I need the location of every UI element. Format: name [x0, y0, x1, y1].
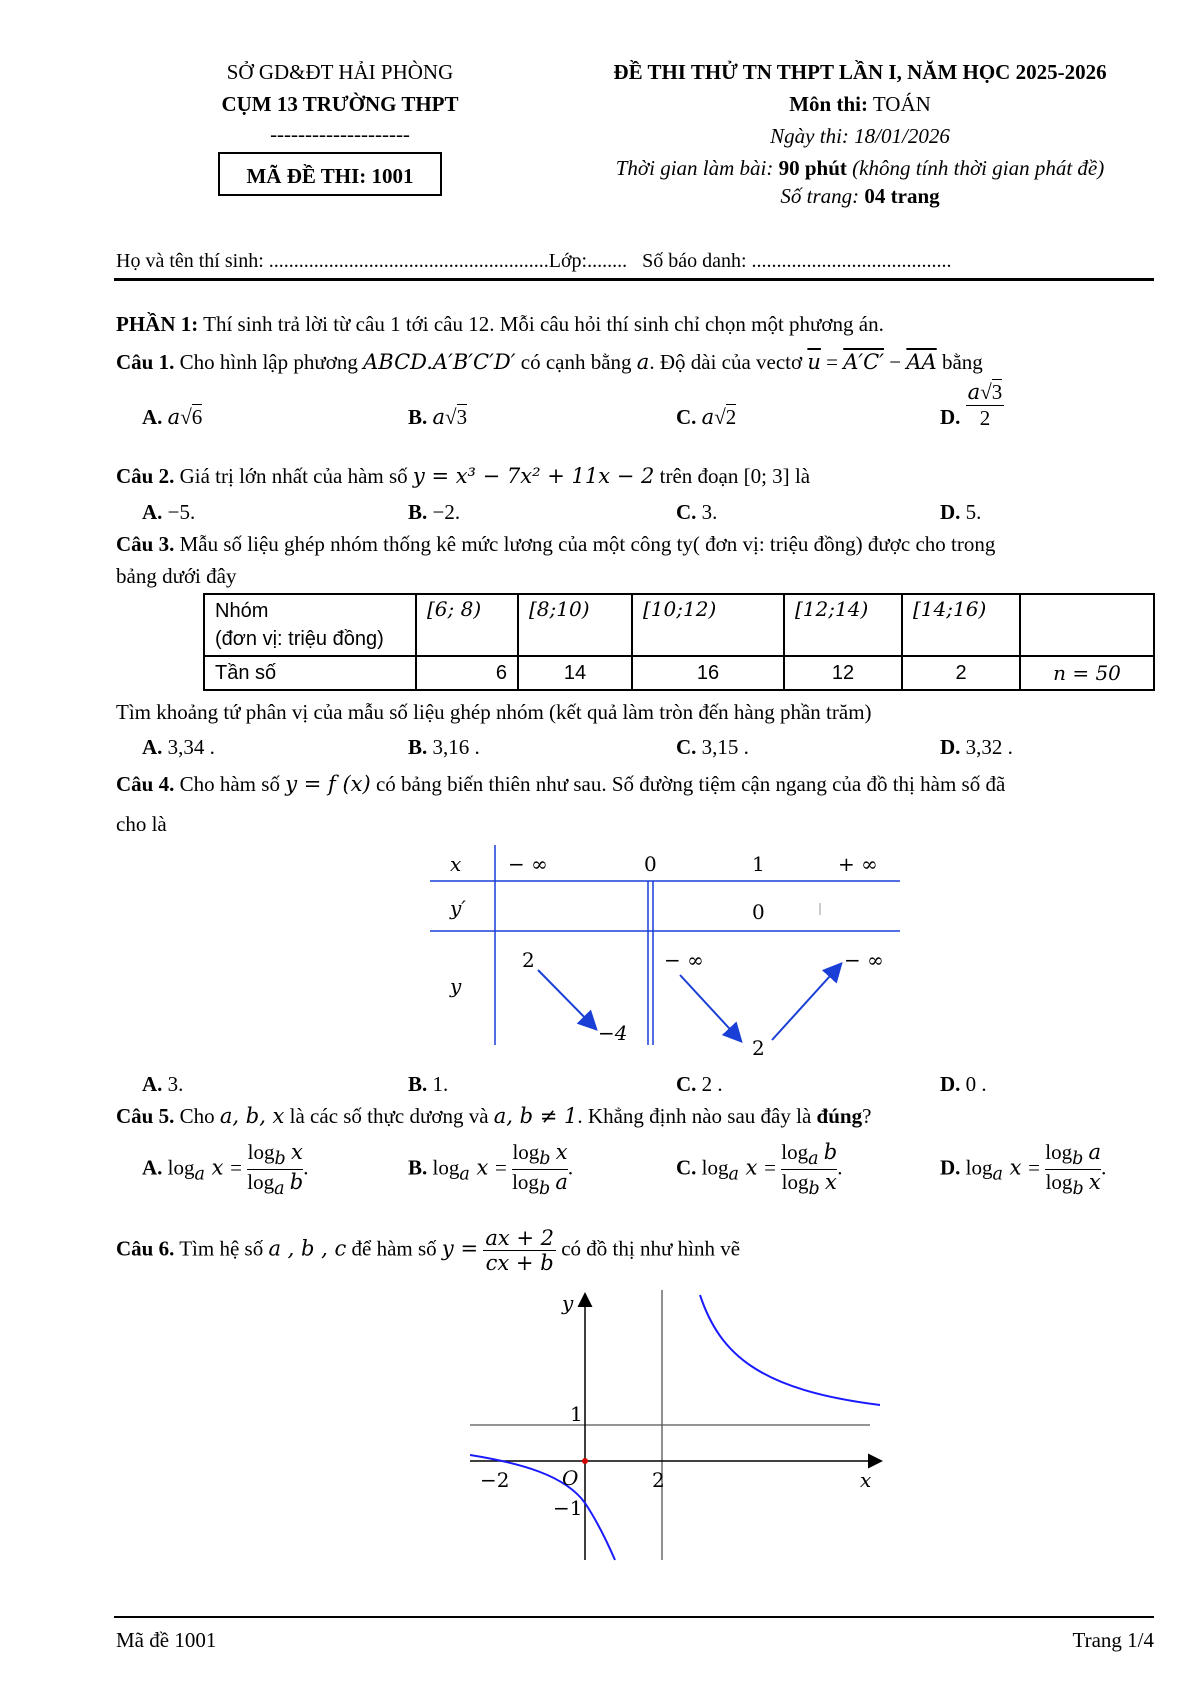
pages-line — [540, 184, 1180, 209]
time-label: Thời gian làm bài: — [615, 156, 774, 180]
header-rule — [114, 278, 1154, 281]
opt-letter: C. — [676, 1072, 697, 1096]
log-arg: a — [1088, 1140, 1102, 1164]
fraction-den: 2 — [979, 405, 991, 430]
vt-arrow-down — [680, 975, 740, 1040]
q2-option-d[interactable] — [940, 500, 981, 525]
opt-value: 3,15 . — [701, 735, 749, 759]
log-base: b — [1072, 1179, 1084, 1200]
log-base: b — [808, 1179, 820, 1200]
tick-minus-2: −2 — [480, 1468, 510, 1492]
log: log — [512, 1170, 539, 1195]
q4-function: y = f (x) — [285, 772, 371, 796]
opt-letter: B. — [408, 735, 428, 759]
q5-cond: a, b ≠ 1 — [493, 1104, 578, 1128]
dept-name: SỞ GD&ĐT HẢI PHÒNG — [226, 60, 454, 84]
origin-point — [582, 1458, 588, 1464]
fraction — [781, 1140, 837, 1199]
opt-letter: A. — [142, 500, 163, 524]
q6-text3: có đồ thị như hình vẽ — [561, 1236, 741, 1261]
q4-option-a[interactable] — [142, 1072, 183, 1097]
q6-func-lhs: y = — [441, 1236, 479, 1261]
opt-letter: A. — [142, 1072, 163, 1096]
table-row — [204, 656, 1154, 690]
opt-value: 5. — [965, 500, 982, 524]
fraction — [512, 1140, 568, 1199]
log-arg: x — [824, 1170, 837, 1195]
sqrt-sign: √ — [180, 405, 192, 429]
log-arg: x — [555, 1140, 568, 1164]
exam-title: ĐỀ THI THỬ TN THPT LẦN I, NĂM HỌC 2025-2026 — [613, 60, 1107, 84]
table-cell: 12 — [784, 656, 902, 690]
log: log — [1045, 1170, 1073, 1195]
table-cell — [416, 594, 518, 656]
q1-text-d: bằng — [941, 350, 983, 374]
q1-stem: Câu 1. Cho hình lập phương ABCD.A′B′C′D′ có cạnh bằng a. Độ dài của vectơ $\overline{u} = A'C' - \overline{AA}$ bằng — [116, 350, 983, 374]
q5-option-d[interactable]: D. $\log_a x$ = $\frac{\log_b a}{\log_b x}$ . — [940, 1140, 1107, 1200]
log-base: b — [274, 1149, 286, 1170]
vt-x-neg-inf: − ∞ — [508, 852, 548, 876]
frequency-table — [203, 593, 1155, 691]
q5-text2: là các số thực dương và — [289, 1104, 489, 1128]
vt-yp-label: y′ — [450, 896, 466, 920]
group-value: [10;12) — [643, 597, 717, 621]
q4-text1: Cho hàm số — [179, 772, 280, 796]
pages-label: Số trang: — [780, 184, 860, 208]
q3-option-c[interactable] — [676, 735, 749, 760]
q1-cube: ABCD.A′B′C′D′ — [363, 350, 516, 374]
subject-label: Môn thi: — [789, 92, 868, 116]
q2-stem — [116, 464, 810, 489]
subject-line — [540, 92, 1180, 117]
fraction — [966, 380, 1005, 431]
q4-option-c[interactable] — [676, 1072, 723, 1097]
fraction — [483, 1226, 556, 1275]
fraction-den — [781, 1170, 837, 1199]
q2-text-c: là — [794, 464, 811, 488]
opt-radicand: 6 — [191, 405, 203, 429]
candidate-info-line: Họ và tên thí sinh: ........................................................Lớp:........ Số báo danh: ........................................ — [116, 250, 952, 272]
q1-text-c: . Độ dài của vectơ — [649, 350, 803, 374]
fraction-num: ax + 2 — [485, 1226, 554, 1250]
opt-value: 0 . — [965, 1072, 987, 1096]
q5-option-a[interactable]: A. $\log_a x$ = $\frac{\log_b x}{\log_a b}$ . — [142, 1140, 309, 1200]
q2-text-b: trên đoạn — [659, 464, 739, 488]
q5-option-b[interactable]: B. $\log_a x$ = $\frac{\log_b x}{\log_b a}$ . — [408, 1140, 574, 1200]
opt-letter: A. — [142, 405, 163, 429]
opt-letter: C. — [676, 1155, 697, 1180]
group-head-1: Nhóm — [215, 600, 269, 622]
q5-text1: Cho — [179, 1104, 215, 1128]
sqrt-sign: √ — [445, 405, 457, 429]
q5-emph: đúng — [816, 1104, 863, 1128]
vt-arrow-up — [772, 965, 840, 1040]
log-lhs: log — [432, 1155, 460, 1180]
opt-letter: B. — [408, 405, 428, 429]
log-arg: x — [1088, 1170, 1101, 1195]
opt-letter: C. — [676, 735, 697, 759]
q1-text-b: có cạnh bằng — [520, 350, 632, 374]
time-note: (không tính thời gian phát đề) — [852, 156, 1105, 180]
opt-value: 1. — [432, 1072, 449, 1096]
table-cell: 2 — [902, 656, 1020, 690]
q5-text4: ? — [862, 1104, 872, 1128]
vt-y-left-bottom: −4 — [598, 1021, 628, 1045]
vt-y-right-top: − ∞ — [844, 948, 884, 972]
log: log — [512, 1140, 540, 1164]
fraction-den: cx + b — [485, 1251, 554, 1275]
opt-value: 3,34 . — [167, 735, 215, 759]
q4-label: Câu 4. — [116, 772, 175, 796]
fraction-den — [247, 1170, 303, 1199]
q1-text-a: Cho hình lập phương — [179, 350, 358, 374]
q1-option-a[interactable] — [142, 405, 202, 430]
log-lhs: log — [965, 1155, 993, 1180]
q4-text2: có bảng biến thiên như sau. Số đường tiệm cận ngang của đồ thị hàm số đã — [375, 772, 1006, 796]
pages-value: 04 trang — [864, 184, 940, 208]
q4-option-b[interactable] — [408, 1072, 448, 1097]
table-cell: 6 — [416, 656, 518, 690]
opt-letter: B. — [408, 1155, 428, 1180]
vt-arrow-down — [538, 970, 595, 1028]
vt-y-mid-top: − ∞ — [664, 948, 704, 972]
subject-value: TOÁN — [872, 92, 931, 116]
fraction — [1045, 1140, 1101, 1199]
q5-stem — [116, 1104, 871, 1129]
footer-exam-code: Mã đề 1001 — [116, 1628, 217, 1652]
opt-value: 3. — [701, 500, 718, 524]
q6-coefs: a , b , c — [268, 1236, 347, 1261]
group-value: [6; 8) — [427, 597, 482, 621]
x-axis-label: x — [860, 1468, 872, 1492]
opt-value: −2. — [432, 500, 461, 524]
table-cell — [1020, 594, 1154, 656]
table-cell: 14 — [518, 656, 632, 690]
q2-option-b[interactable] — [408, 500, 460, 525]
log-base: b — [1072, 1149, 1084, 1170]
opt-letter: D. — [940, 735, 961, 759]
table-header-cell: Tần số — [204, 656, 416, 690]
log-arg: b — [823, 1140, 838, 1164]
footer-page-number: Trang 1/4 — [1072, 1628, 1154, 1652]
q5-label: Câu 5. — [116, 1104, 175, 1128]
vt-x-label: x — [450, 852, 462, 876]
fraction — [247, 1140, 303, 1199]
q2-text: Giá trị lớn nhất của hàm số — [179, 464, 408, 488]
fraction-num — [781, 1140, 837, 1170]
table-header-cell — [204, 594, 416, 656]
vt-x-zero: 0 — [644, 852, 657, 876]
vt-y-min: 2 — [752, 1036, 765, 1060]
opt-letter: D. — [940, 500, 961, 524]
opt-letter: A. — [142, 1155, 163, 1180]
opt-coef: a — [432, 405, 446, 429]
opt-letter: C. — [676, 500, 697, 524]
exam-date: Ngày thi: 18/01/2026 — [770, 124, 950, 148]
fraction-den — [1045, 1170, 1101, 1199]
time-line — [540, 156, 1180, 181]
log-lhs: log — [167, 1155, 195, 1180]
q1-var: a — [636, 350, 650, 374]
table-cell: 16 — [632, 656, 784, 690]
log-base: b — [539, 1149, 551, 1170]
log-base: a — [274, 1179, 285, 1200]
footer-rule — [114, 1616, 1154, 1618]
header-dashes: -------------------- — [270, 122, 410, 146]
opt-letter: D. — [940, 405, 961, 429]
opt-coef: a — [701, 405, 715, 429]
opt-value: 2 . — [701, 1072, 723, 1096]
log-arg: x — [290, 1140, 303, 1164]
opt-letter: B. — [408, 500, 428, 524]
vt-y-left-top: 2 — [522, 948, 535, 972]
table-cell — [784, 594, 902, 656]
log-lhs: log — [701, 1155, 729, 1180]
q1-option-b[interactable] — [408, 405, 467, 430]
log: log — [781, 1140, 809, 1164]
group-value: [12;14) — [795, 597, 869, 621]
exam-code-box: MÃ ĐỀ THI: 1001 — [218, 152, 442, 196]
group-head-2: (đơn vị: triệu đồng) — [215, 628, 384, 650]
fraction-num — [247, 1140, 303, 1170]
tick-1: 1 — [570, 1402, 583, 1426]
q1-option-d[interactable] — [940, 379, 1004, 431]
q2-interval: [0; 3] — [743, 464, 790, 488]
opt-letter: D. — [940, 1072, 961, 1096]
group-value: [14;16) — [913, 597, 987, 621]
q1-vec-2: $\overline{AA}$ — [906, 350, 937, 374]
vt-yp-zero: 0 — [752, 900, 765, 924]
log-arg: b — [289, 1170, 304, 1195]
q6-stem — [116, 1226, 740, 1275]
q6-graph — [470, 1275, 890, 1565]
q3-stem — [116, 532, 995, 557]
origin-label: O — [562, 1466, 579, 1490]
tick-2: 2 — [652, 1468, 665, 1492]
opt-value: 3. — [167, 1072, 184, 1096]
q2-function: y = x³ − 7x² + 11x − 2 — [412, 464, 655, 488]
fraction-num — [1045, 1140, 1101, 1170]
opt-letter: A. — [142, 735, 163, 759]
q1-option-c[interactable] — [676, 405, 736, 430]
q3-option-a[interactable] — [142, 735, 215, 760]
table-cell — [902, 594, 1020, 656]
opt-value: −5. — [167, 500, 196, 524]
sqrt-sign: √ — [714, 405, 726, 429]
q5-option-c[interactable]: C. $\log_a x$ = $\frac{\log_a b}{\log_b x}$ . — [676, 1140, 843, 1200]
fraction-num: a√3 — [967, 379, 1003, 404]
q6-text1: Tìm hệ số — [179, 1236, 264, 1261]
q6-label: Câu 6. — [116, 1236, 175, 1261]
vt-x-pos-inf: + ∞ — [838, 852, 878, 876]
cluster-name: CỤM 13 TRƯỜNG THPT — [221, 92, 459, 116]
q3-question: Tìm khoảng tứ phân vị của mẫu số liệu ghép nhóm (kết quả làm tròn đến hàng phần trăm) — [116, 700, 872, 724]
opt-radicand: 3 — [456, 405, 468, 429]
q2-label: Câu 2. — [116, 464, 175, 488]
opt-letter: D. — [940, 1155, 961, 1180]
log: log — [247, 1140, 275, 1164]
q4-stem-line2: cho là — [116, 812, 167, 836]
opt-value: 3,32 . — [965, 735, 1013, 759]
q4-option-d[interactable] — [940, 1072, 987, 1097]
q5-vars: a, b, x — [219, 1104, 285, 1128]
fraction-den — [512, 1170, 568, 1199]
y-axis-label: y — [562, 1291, 574, 1315]
q4-stem — [116, 772, 1005, 797]
variation-table — [430, 845, 910, 1060]
part1-label: PHẦN 1: — [116, 312, 199, 336]
fraction-num — [512, 1140, 568, 1170]
vt-x-one: 1 — [752, 852, 765, 876]
table-cell — [518, 594, 632, 656]
time-value: 90 phút — [778, 156, 847, 180]
q5-text3: . Khẳng định nào sau đây là — [577, 1104, 812, 1128]
opt-coef: a — [967, 379, 981, 404]
opt-coef: a — [167, 405, 181, 429]
vt-y-label: y — [450, 974, 462, 998]
q3-stem-line2: bảng dưới đây — [116, 564, 237, 588]
q2-option-c[interactable] — [676, 500, 717, 525]
q6-text2: để hàm số — [351, 1236, 437, 1261]
opt-letter: B. — [408, 1072, 428, 1096]
q3-option-d[interactable] — [940, 735, 1013, 760]
log-base: b — [538, 1179, 551, 1200]
q1-vec-u: $\overline{u}$ — [807, 350, 821, 374]
opt-value: 3,16 . — [432, 735, 480, 759]
table-cell: n = 50 — [1020, 656, 1154, 690]
q3-text1: Mẫu số liệu ghép nhóm thống kê mức lương của một công ty( đơn vị: triệu đồng) được cho trong — [179, 532, 996, 556]
part1-text: Thí sinh trả lời từ câu 1 tới câu 12. Mỗi câu hỏi thí sinh chỉ chọn một phương án. — [203, 312, 884, 336]
q1-label: Câu 1. — [116, 350, 175, 374]
part1-intro — [116, 312, 884, 337]
hyperbola-right-branch — [700, 1295, 880, 1405]
log: log — [781, 1170, 809, 1195]
q1-vec-1: A′C′ — [843, 350, 885, 374]
group-value: [8;10) — [529, 597, 590, 621]
opt-radicand: 2 — [725, 405, 737, 429]
q2-option-a[interactable] — [142, 500, 195, 525]
log: log — [247, 1170, 275, 1195]
q3-label: Câu 3. — [116, 532, 175, 556]
table-row — [204, 594, 1154, 656]
log-arg: a — [555, 1170, 568, 1195]
table-cell — [632, 594, 784, 656]
log-base: a — [808, 1149, 819, 1170]
opt-letter: C. — [676, 405, 697, 429]
log: log — [1045, 1140, 1073, 1164]
tick-minus-1: −1 — [553, 1496, 583, 1520]
q3-option-b[interactable] — [408, 735, 480, 760]
opt-radicand: 3 — [991, 379, 1003, 404]
